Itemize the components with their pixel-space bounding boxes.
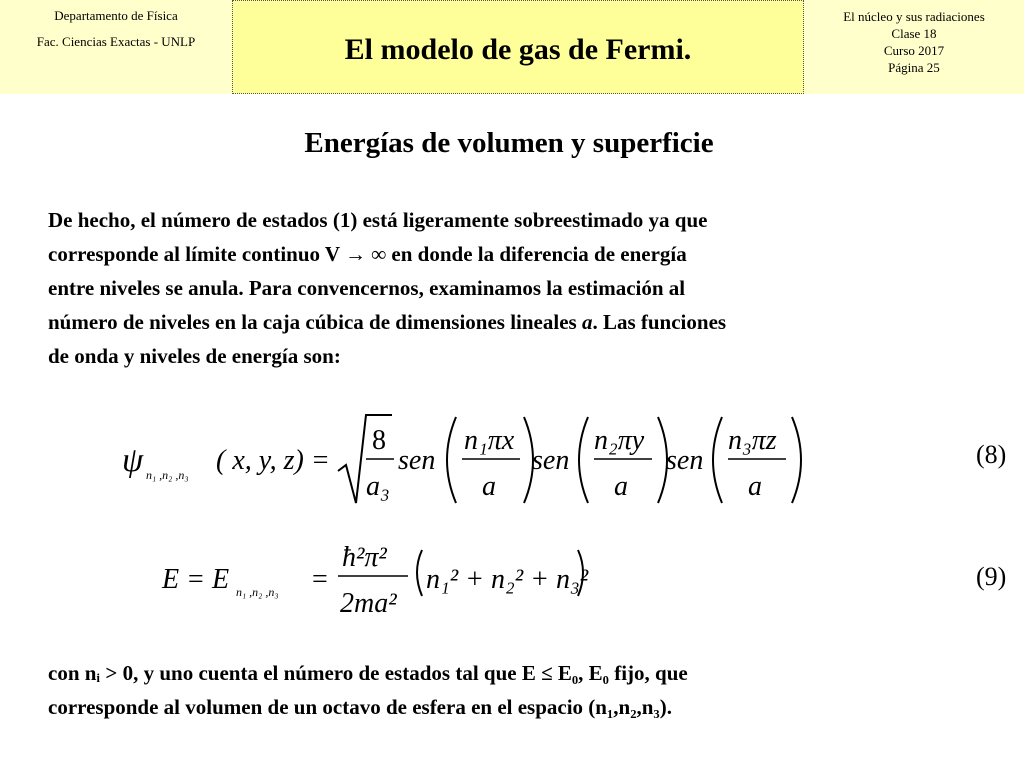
frac1-denominator: a	[482, 471, 496, 502]
equation-8	[100, 405, 820, 515]
paren-open-energy	[417, 550, 422, 596]
equals-sign: =	[312, 564, 328, 595]
paren-open-1	[447, 417, 456, 503]
energy-subscript: n₁ ,n₂ ,n₃	[236, 585, 279, 599]
sen-1: sen	[398, 445, 436, 476]
header-title-box	[232, 0, 804, 94]
frac1-numerator: n₁πx	[464, 425, 515, 456]
paren-open-2	[579, 417, 588, 503]
conclusion-paragraph	[48, 656, 978, 724]
psi-subscript: n₁ ,n₂ ,n₃	[146, 468, 189, 482]
equation-9	[100, 528, 620, 624]
para1-line1: De hecho, el número de estados (1) está ligeramente sobreestimado ya que	[48, 208, 708, 232]
energy-lhs: E = E	[162, 564, 230, 595]
section-subtitle: Energías de volumen y superficie	[304, 127, 714, 159]
energy-denominator: 2ma²	[340, 588, 397, 619]
sqrt-denominator: a₃	[366, 471, 390, 502]
frac3-denominator: a	[748, 471, 762, 502]
course-name: El núcleo y sus radiaciones	[843, 9, 985, 24]
sqrt-numerator: 8	[372, 425, 386, 456]
paren-close-3	[792, 417, 801, 503]
frac3-numerator: n₃πz	[728, 425, 777, 456]
para1-line3: entre niveles se anula. Para convencernos, examinamos la estimación al	[48, 276, 686, 300]
header-department	[0, 0, 232, 94]
frac2-numerator: n₂πy	[594, 425, 645, 456]
department-name: Departamento de Física	[54, 8, 178, 23]
energy-numerator: ħ²π²	[342, 542, 387, 573]
page-number: Página 25	[888, 60, 940, 75]
infinity-symbol: ∞	[371, 242, 387, 266]
sen-3: sen	[666, 445, 704, 476]
equation-9-number: (9)	[976, 562, 1007, 591]
frac2-denominator: a	[614, 471, 628, 502]
para2-line1: con nᵢ > 0, y uno cuenta el número de estados tal que E ≤ E₀, E₀ fijo, que	[48, 661, 688, 685]
slide-title: El modelo de gas de Fermi.	[344, 33, 692, 66]
para1-line5: de onda y niveles de energía son:	[48, 344, 341, 368]
equation-8-number: (8)	[976, 440, 1007, 469]
header-course-info	[804, 0, 1024, 94]
course-year: Curso 2017	[883, 43, 945, 58]
psi-args: ( x, y, z) =	[216, 445, 330, 476]
para1-line2: corresponde al límite continuo V → ∞ en donde la diferencia de energía	[48, 242, 687, 266]
quantum-numbers-sum: n₁² + n₂² + n₃²	[426, 564, 589, 595]
para1-line4: número de niveles en la caja cúbica de dimensiones lineales a. Las funciones	[48, 310, 727, 334]
psi-symbol: ψ	[122, 442, 144, 479]
intro-paragraph	[48, 203, 978, 373]
para2-line2: corresponde al volumen de un octavo de esfera en el espacio (n₁,n₂,n₃).	[48, 695, 672, 719]
paren-open-3	[713, 417, 722, 503]
arrow-symbol: →	[344, 242, 366, 266]
faculty-name: Fac. Ciencias Exactas - UNLP	[36, 34, 196, 49]
sen-2: sen	[532, 445, 570, 476]
class-number: Clase 18	[891, 26, 937, 41]
